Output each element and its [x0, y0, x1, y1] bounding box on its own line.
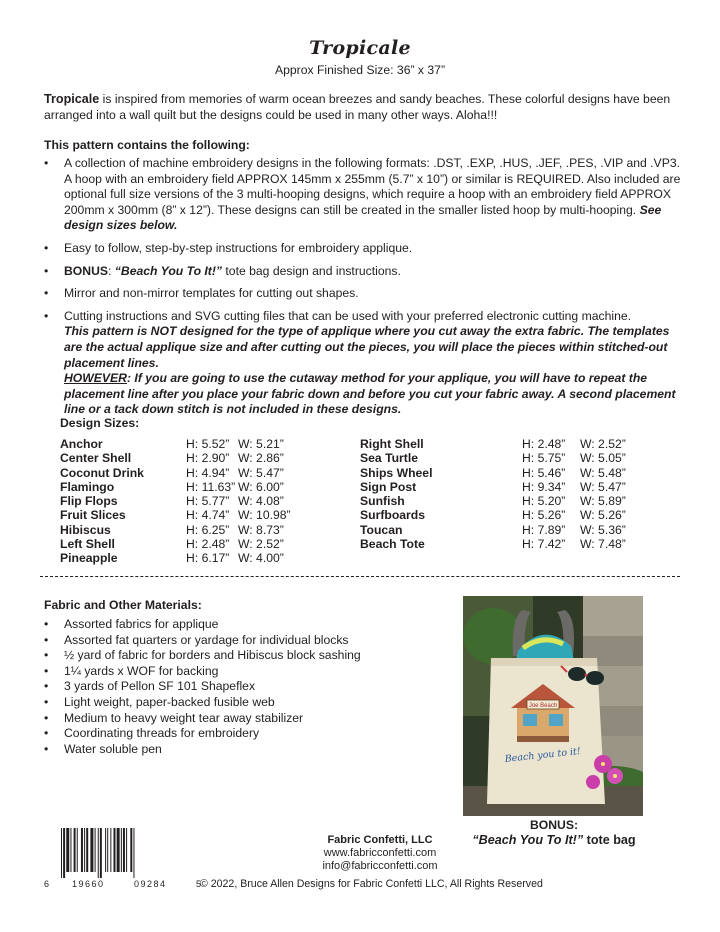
materials-heading: Fabric and Other Materials:	[44, 598, 202, 612]
design-name: Right Shell	[360, 437, 424, 451]
design-height: H: 4.74”	[186, 508, 230, 523]
list-item: • ½ yard of fabric for borders and Hibiscus block sashing	[44, 648, 444, 664]
company-website[interactable]: www.fabricconfetti.com	[323, 847, 437, 860]
company-email[interactable]: info@fabricconfetti.com	[322, 860, 438, 873]
cutaway-note-2: : If you are going to use the cutaway method for your applique, you will have to repeat the placement line after you place your fabric down and before you cut your fabric away. A second placement line or a tack down stitch is not included in these designs.	[64, 371, 676, 417]
design-height: H: 6.17”	[186, 551, 230, 566]
table-row	[360, 494, 640, 508]
design-name: Toucan	[360, 522, 403, 537]
barcode-icon	[60, 828, 192, 878]
barcode-bar	[90, 828, 93, 872]
barcode-bar	[70, 828, 71, 872]
list-item: • Mirror and non-mirror templates for cutting out shapes.	[44, 286, 684, 302]
design-height: H: 2.90”	[186, 451, 230, 466]
table-row	[60, 523, 320, 537]
table-row	[60, 480, 320, 494]
table-row	[60, 437, 320, 451]
barcode-bar	[74, 828, 76, 872]
design-width: W: 5.89”	[580, 494, 626, 509]
bonus-rest: tote bag design and instructions.	[222, 263, 401, 278]
design-width: W: 5.36”	[580, 522, 626, 537]
design-name: Ships Wheel	[360, 465, 433, 480]
list-item	[44, 264, 684, 280]
design-height: H: 7.89”	[522, 522, 566, 537]
design-height: H: 2.48”	[186, 537, 230, 552]
list-item: • Assorted fat quarters or yardage for individual blocks	[44, 633, 444, 649]
design-height: H: 6.25”	[186, 522, 230, 537]
design-width: W: 5.47”	[580, 479, 626, 494]
tote-title: “Beach You To It!”	[114, 263, 223, 278]
design-name: Flamingo	[60, 479, 115, 494]
design-name: Pineapple	[60, 551, 118, 566]
design-height: H: 2.48”	[522, 437, 566, 451]
barcode-group-2: 09284	[134, 879, 167, 889]
barcode-bar	[81, 828, 83, 872]
materials-list	[44, 617, 444, 757]
tote-bag-photo	[463, 596, 643, 816]
design-sizes-heading: Design Sizes:	[60, 416, 140, 430]
design-name: Anchor	[60, 437, 103, 451]
list-item	[44, 156, 684, 234]
design-width: W: 2.52”	[580, 437, 626, 451]
barcode-bar	[105, 828, 106, 872]
sign-text: Joe Beach	[528, 703, 558, 709]
sizes-column-right	[360, 437, 640, 551]
barcode-bar	[107, 828, 108, 872]
barcode-bar	[84, 828, 85, 872]
list-item	[44, 309, 684, 418]
design-name: Sunfish	[360, 494, 405, 509]
intro-paragraph	[44, 92, 680, 123]
design-height: H: 4.94”	[186, 465, 230, 480]
list-item: • Coordinating threads for embroidery	[44, 726, 444, 742]
bonus-caption-label: BONUS:	[529, 818, 579, 832]
cutting-text: Cutting instructions and SVG cutting files that can be used with your preferred electronic cutting machine.	[64, 308, 632, 323]
design-width: W: 2.86”	[238, 451, 284, 466]
barcode-bar	[114, 828, 116, 872]
barcode-number	[44, 878, 202, 890]
barcode-bar	[95, 828, 96, 872]
section-divider	[40, 576, 680, 577]
barcode-bar	[133, 828, 134, 878]
barcode-bar	[126, 828, 127, 872]
table-row	[60, 451, 320, 465]
barcode-bar	[77, 828, 78, 872]
bonus-caption-title: “Beach You To It!”	[472, 833, 584, 847]
table-row	[60, 508, 320, 522]
design-width: W: 2.52”	[238, 537, 284, 552]
design-width: W: 4.00”	[238, 551, 284, 566]
however-label: HOWEVER	[64, 371, 127, 386]
design-height: H: 9.34”	[522, 479, 566, 494]
contents-heading: This pattern contains the following:	[44, 138, 250, 152]
stone-block	[583, 596, 643, 636]
design-name: Fruit Slices	[60, 508, 126, 523]
design-name: Sea Turtle	[360, 451, 419, 466]
barcode-bar	[117, 828, 120, 872]
list-item: • 3 yards of Pellon SF 101 Shapeflex	[44, 679, 444, 695]
design-width: W: 5.26”	[580, 508, 626, 523]
table-row	[360, 480, 640, 494]
table-row	[360, 451, 640, 465]
design-height: H: 5.77”	[186, 494, 230, 509]
design-height: H: 5.46”	[522, 465, 566, 480]
cutaway-note: This pattern is NOT designed for the type of applique where you cut away the extra fabric. The templates are the actual applique size and after cutting out the pieces, you will place the pieces within stitched-out placement lines.	[64, 324, 670, 370]
barcode-bar	[63, 828, 65, 878]
list-item: • Water soluble pen	[44, 742, 444, 758]
barcode-bar	[98, 828, 99, 878]
barcode-group-1: 19660	[72, 879, 105, 889]
barcode-bar	[61, 828, 62, 878]
design-height: H: 5.20”	[522, 494, 566, 509]
design-name: Beach Tote	[360, 537, 425, 552]
barcode-bar	[130, 828, 132, 872]
tote-bag-illustration	[463, 596, 643, 816]
company-name: Fabric Confetti, LLC	[327, 834, 433, 846]
bag-hem	[491, 658, 597, 666]
table-row	[360, 523, 640, 537]
design-name: Left Shell	[60, 537, 115, 552]
bonus-colon: :	[108, 263, 115, 278]
list-item: • Assorted fabrics for applique	[44, 617, 444, 633]
barcode-bar	[110, 828, 111, 872]
intro-text: is inspired from memories of warm ocean breezes and sandy beaches. These colorful designs have been arranged into a wall quilt but the designs could be used in many other ways. Aloha!!!	[44, 92, 671, 122]
barcode-lead-digit: 6	[44, 879, 50, 889]
design-name: Center Shell	[60, 451, 132, 466]
design-width: W: 8.73”	[238, 522, 284, 537]
table-row	[360, 537, 640, 551]
bag-slogan: Beach you to it!	[504, 746, 582, 765]
design-height: H: 11.63”	[186, 479, 236, 494]
formats-text: A collection of machine embroidery designs in the following formats: .DST, .EXP, .HUS, .JEF, .PES, .VIP and .VP3. A hoop with an embroidery field APPROX 145mm x 255mm (5.7” x 10”) or similar is REQUIRED. Also included are optional full size versions of the 3 multi-hooping designs, which require a hoop with an embroidery field APPROX 200mm x 300mm (8” x 12”). These designs can still be created in the smaller listed hoop by multi-hooping.	[64, 156, 681, 217]
bonus-caption-text	[440, 833, 668, 848]
design-width: W: 5.48”	[580, 465, 626, 480]
design-width: W: 4.08”	[238, 494, 284, 509]
company-info	[300, 834, 460, 874]
design-sizes-table	[60, 437, 660, 577]
table-row	[60, 551, 320, 565]
table-row	[360, 508, 640, 522]
table-row	[60, 466, 320, 480]
list-item: • Easy to follow, step-by-step instructions for embroidery applique.	[44, 241, 684, 257]
barcode-check-digit: 5	[196, 879, 202, 889]
design-width: W: 5.05”	[580, 451, 626, 466]
list-item: • Light weight, paper-backed fusible web	[44, 695, 444, 711]
see-sizes-note: See design sizes below.	[64, 202, 662, 233]
design-height: H: 5.52”	[186, 437, 230, 451]
design-width: W: 10.98”	[238, 508, 291, 523]
design-name: Flip Flops	[60, 494, 118, 509]
barcode-bar	[100, 828, 102, 878]
design-name: Sign Post	[360, 479, 417, 494]
table-row	[60, 494, 320, 508]
finished-size: Approx Finished Size: 36” x 37”	[274, 63, 446, 77]
barcode-bar	[66, 828, 69, 872]
design-name: Surfboards	[360, 508, 426, 523]
table-row	[360, 466, 640, 480]
design-width: W: 6.00”	[238, 479, 284, 494]
design-height: H: 5.75”	[522, 451, 566, 466]
bonus-label: BONUS	[64, 263, 109, 278]
design-name: Hibiscus	[60, 522, 111, 537]
table-row	[60, 537, 320, 551]
list-item: • 1¼ yards x WOF for backing	[44, 664, 444, 680]
bonus-caption	[440, 818, 668, 848]
design-width: W: 5.21”	[238, 437, 284, 451]
design-height: H: 5.26”	[522, 508, 566, 523]
contents-list	[44, 156, 684, 425]
barcode-bar	[121, 828, 122, 872]
intro-name: Tropicale	[44, 92, 100, 106]
design-name: Coconut Drink	[60, 465, 144, 480]
bonus-caption-rest: tote bag	[583, 833, 636, 847]
table-row	[360, 437, 640, 451]
design-width: W: 5.47”	[238, 465, 284, 480]
design-height: H: 7.42”	[522, 537, 566, 552]
page-title: Tropicale	[309, 37, 411, 59]
list-item: • Medium to heavy weight tear away stabilizer	[44, 711, 444, 727]
barcode-bar	[86, 828, 88, 872]
barcode-bar	[123, 828, 125, 872]
design-width: W: 7.48”	[580, 537, 626, 552]
sizes-column-left	[60, 437, 320, 566]
copyright-notice: © 2022, Bruce Allen Designs for Fabric Confetti LLC, All Rights Reserved	[200, 878, 543, 890]
